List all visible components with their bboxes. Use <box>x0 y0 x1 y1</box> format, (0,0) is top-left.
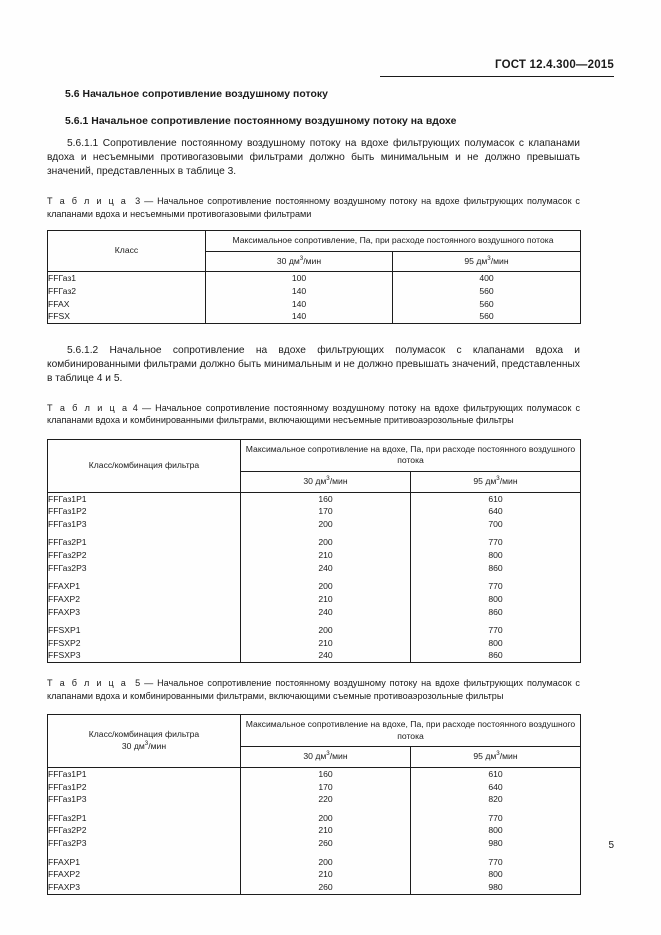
cell-value: 800 <box>488 550 503 561</box>
table5-header-row-1 <box>48 715 581 747</box>
table4-header-flow-95-value: 95 дм <box>473 475 497 486</box>
table4-header-class: Класс/комбинация фильтра <box>48 439 241 492</box>
spacer <box>47 220 580 230</box>
table5-header-flow-95-sup: 3 <box>496 750 500 758</box>
spacer <box>47 324 580 344</box>
cell-class: FFГаз1P1 <box>48 768 87 779</box>
spacer <box>47 663 580 677</box>
table4-header-flow-30 <box>241 471 411 492</box>
cell-value: 210 <box>318 825 333 836</box>
table-row <box>48 272 581 324</box>
table5-header-class <box>48 715 241 768</box>
table5-caption <box>47 677 580 702</box>
table5-header-class-flow-value: 30 дм <box>121 741 145 752</box>
table-4 <box>47 439 581 663</box>
spacer <box>47 427 580 439</box>
cell-class: FFГаз2P1 <box>48 537 87 548</box>
cell-value: 980 <box>488 838 503 849</box>
cell-value: 140 <box>291 311 307 322</box>
cell-class: FFAXP2 <box>48 869 80 880</box>
cell-value: 240 <box>318 562 333 573</box>
table3-header-flow-95-sup: 3 <box>487 254 491 262</box>
spacer <box>47 702 580 714</box>
table4-caption-text: — Начальное сопротивление постоянному воздушному потоку на вдохе фильтрующих полумасок с клапанами вдоха и комбинированными фильтрами, включающими несъемные притивоаэрозольные фильтры <box>47 402 581 426</box>
cell-class: FFAX <box>48 298 70 309</box>
table4-flow30-column <box>241 492 411 663</box>
cell-class: FFAXP1 <box>48 856 80 867</box>
cell-value: 200 <box>318 518 333 529</box>
cell-value: 210 <box>318 869 333 880</box>
table5-header-span: Максимальное сопротивление на вдохе, Па, при расходе постоянного воздушного потока <box>241 715 581 747</box>
table3-flow30-column <box>206 272 393 324</box>
table3-header-flow-95-unit: /мин <box>490 255 509 266</box>
cell-value: 560 <box>479 285 494 296</box>
table3-header-flow-95 <box>393 251 581 272</box>
table-row <box>48 492 581 663</box>
spacer <box>47 129 580 137</box>
cell-class: FFГаз1P1 <box>48 493 87 504</box>
cell-class: FFГаз1 <box>48 273 77 284</box>
table5-caption-label: Т а б л и ц а <box>47 678 128 689</box>
table3-caption-text: — Начальное сопротивление постоянному воздушному потоку на вдохе фильтрующих полумасок с клапанами вдоха и несъемными противогазовыми фильтрами <box>47 196 580 219</box>
cell-class: FFSX <box>48 311 70 322</box>
cell-class: FFГаз1P2 <box>48 506 87 517</box>
table5-caption-number: 5 <box>135 678 141 689</box>
cell-value: 560 <box>479 311 494 322</box>
table4-caption-number: 4 <box>132 402 138 413</box>
cell-value: 200 <box>318 856 333 867</box>
document-header-standard-id: ГОСТ 12.4.300—2015 <box>495 59 614 71</box>
table4-header-flow-30-value: 30 дм <box>303 475 327 486</box>
cell-class: FFSXP1 <box>48 625 81 636</box>
cell-value: 640 <box>488 781 503 792</box>
cell-class: FFSXP2 <box>48 637 81 648</box>
table3-header-flow-30 <box>206 251 393 272</box>
cell-class: FFГаз2P3 <box>48 838 87 849</box>
cell-class: FFГаз1P3 <box>48 794 87 805</box>
cell-value: 200 <box>318 812 333 823</box>
section-heading-5-6: 5.6 Начальное сопротивление воздушному потоку <box>65 89 328 100</box>
table4-caption <box>47 402 580 427</box>
cell-value: 140 <box>291 285 307 296</box>
cell-value: 260 <box>318 881 333 892</box>
table4-header-span: Максимальное сопротивление на вдохе, Па, при расходе постоянного воздушного потока <box>241 439 581 471</box>
cell-value: 820 <box>488 794 503 805</box>
table4-header-flow-30-sup: 3 <box>326 475 330 483</box>
table4-header-flow-30-unit: /мин <box>329 475 348 486</box>
cell-value: 610 <box>488 768 503 779</box>
table3-header-flow-30-unit: /мин <box>303 255 322 266</box>
table5-header-flow-95-unit: /мин <box>499 751 518 762</box>
table4-header-row-1 <box>48 439 581 471</box>
cell-value: 210 <box>318 637 333 648</box>
cell-value: 980 <box>488 881 503 892</box>
table5-header-flow-30-sup: 3 <box>326 750 330 758</box>
cell-value: 800 <box>488 637 503 648</box>
cell-value: 200 <box>318 581 333 592</box>
table3-class-column <box>48 272 206 324</box>
cell-value: 800 <box>488 825 503 836</box>
cell-value: 170 <box>318 781 333 792</box>
table4-header-flow-95-unit: /мин <box>499 475 518 486</box>
table3-flow95-column <box>393 272 581 324</box>
table5-header-class-flow-unit: /мин <box>148 741 167 752</box>
table5-flow95-column <box>411 767 581 894</box>
cell-value: 220 <box>318 794 333 805</box>
cell-value: 260 <box>318 838 333 849</box>
cell-class: FFГаз2P3 <box>48 562 87 573</box>
spacer <box>47 179 580 195</box>
cell-value: 240 <box>318 650 333 661</box>
table3-caption-number: 3 <box>135 196 141 206</box>
cell-value: 140 <box>291 298 307 309</box>
section-heading-5-6-1: 5.6.1 Начальное сопротивление постоянному воздушному потоку на вдохе <box>65 116 457 128</box>
table4-header-flow-95-sup: 3 <box>496 475 500 483</box>
cell-class: FFAXP3 <box>48 606 80 617</box>
cell-value: 640 <box>488 506 503 517</box>
table3-header-row-1 <box>48 231 581 252</box>
table3-header-flow-95-value: 95 дм <box>464 255 488 266</box>
table5-header-flow-95-value: 95 дм <box>473 751 497 762</box>
cell-value: 400 <box>479 273 494 284</box>
cell-value: 770 <box>488 581 503 592</box>
paragraph-5-6-1-2: 5.6.1.2 Начальное сопротивление на вдохе фильтрующих полумасок с клапанами вдоха и комбинированными фильтрами должно быть минимальным и не должно превышать значений, представленных в таблице 4 и 5. <box>47 344 580 384</box>
cell-class: FFAXP3 <box>48 881 80 892</box>
table5-flow30-column <box>241 767 411 894</box>
table5-header-class-flow-sup: 3 <box>144 740 149 748</box>
table4-flow95-column <box>411 492 581 663</box>
cell-value: 210 <box>318 550 333 561</box>
cell-value: 200 <box>318 537 333 548</box>
table5-header-class-line2 <box>52 741 236 753</box>
table4-header-flow-95 <box>411 471 581 492</box>
cell-class: FFГаз2P2 <box>48 550 87 561</box>
cell-class: FFAXP2 <box>48 593 80 604</box>
cell-value: 210 <box>318 593 333 604</box>
table-5 <box>47 714 581 894</box>
cell-class: FFГаз1P2 <box>48 781 87 792</box>
cell-value: 700 <box>488 518 503 529</box>
table-3 <box>47 230 581 324</box>
table3-header-span: Максимальное сопротивление, Па, при расходе постоянного воздушного потока <box>206 231 581 252</box>
table4-class-column <box>48 492 241 663</box>
table3-caption-label: Т а б л и ц а <box>47 196 128 206</box>
cell-value: 100 <box>291 273 307 284</box>
table5-header-class-line1: Класс/комбинация фильтра <box>88 729 200 740</box>
table5-caption-text: — Начальное сопротивление постоянному воздушному потоку на вдохе фильтрующих полумасок с клапанами вдоха и комбинированными фильтрами, включающими съемные противоаэрозольные фильтры <box>47 678 580 701</box>
cell-value: 770 <box>488 537 503 548</box>
cell-value: 200 <box>318 625 333 636</box>
cell-class: FFГаз1P3 <box>48 518 87 529</box>
cell-value: 560 <box>479 298 494 309</box>
cell-value: 770 <box>488 856 503 867</box>
cell-value: 770 <box>488 812 503 823</box>
cell-value: 860 <box>488 562 503 573</box>
cell-value: 860 <box>488 650 503 661</box>
table5-header-flow-30-value: 30 дм <box>303 751 327 762</box>
cell-class: FFГаз2P1 <box>48 812 87 823</box>
cell-class: FFAXP1 <box>48 581 80 592</box>
cell-class: FFSXP3 <box>48 650 81 661</box>
paragraph-5-6-1-1: 5.6.1.1 Сопротивление постоянному воздушному потоку на вдохе фильтрующих полумасок с клапанами вдоха и несъемными противогазовыми фильтрами должно быть минимальным и не должно превышать значений, представленных в таблице 3. <box>47 138 580 178</box>
table3-header-flow-30-sup: 3 <box>299 254 304 262</box>
table5-class-column <box>48 767 241 894</box>
cell-value: 610 <box>488 493 503 504</box>
page-content <box>47 88 580 895</box>
cell-value: 800 <box>488 593 503 604</box>
cell-class: FFГаз2 <box>48 285 77 296</box>
cell-class: FFГаз2P2 <box>48 825 87 836</box>
cell-value: 160 <box>318 768 333 779</box>
table3-caption <box>47 195 580 220</box>
cell-value: 170 <box>318 506 333 517</box>
spacer <box>47 386 580 402</box>
table-row <box>48 767 581 894</box>
table3-header-class: Класс <box>48 231 206 272</box>
header-rule <box>380 76 614 77</box>
table4-caption-label: Т а б л и ц а <box>47 402 129 413</box>
cell-value: 860 <box>488 606 503 617</box>
cell-value: 160 <box>318 493 333 504</box>
table5-header-flow-30-unit: /мин <box>329 751 348 762</box>
cell-value: 240 <box>318 606 333 617</box>
table3-header-flow-30-value: 30 дм <box>276 255 300 266</box>
cell-value: 770 <box>488 625 503 636</box>
table5-header-flow-95 <box>411 747 581 768</box>
page-number: 5 <box>608 840 614 851</box>
cell-value: 800 <box>488 869 503 880</box>
table5-header-flow-30 <box>241 747 411 768</box>
